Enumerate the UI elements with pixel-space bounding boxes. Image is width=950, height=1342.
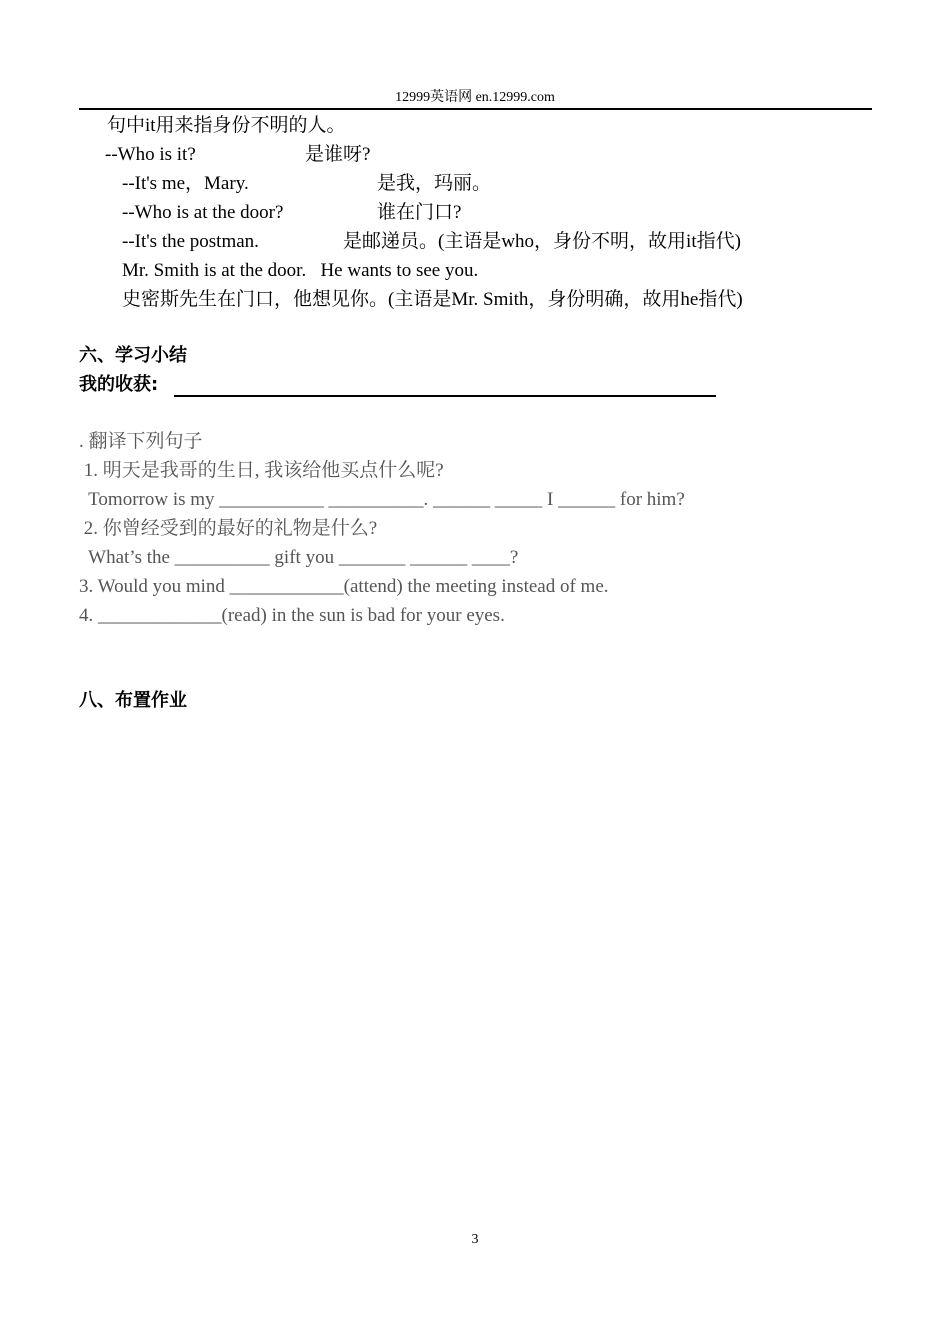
header-divider	[79, 108, 872, 110]
example-answer-2-translation: 是邮递员。(主语是who，身份不明，故用it指代)	[343, 231, 741, 252]
exercise-item-4: 4. _____________(read) in the sun is bad for your eyes.	[79, 605, 505, 626]
exercise-item-1-chinese: 1. 明天是我哥的生日, 我该给他买点什么呢?	[79, 460, 444, 481]
example-question-2: --Who is at the door?	[122, 202, 284, 223]
header-site-text: 12999英语网 en.12999.com	[395, 90, 555, 105]
exercise-item-2-english: What’s the __________ gift you _______ ______ ____?	[79, 547, 519, 568]
example-sentence-3-translation: 史密斯先生在门口，他想见你。(主语是Mr. Smith，身份明确，故用he指代)	[122, 289, 743, 310]
example-question-1-translation: 是谁呀?	[305, 144, 371, 165]
gain-answer-line	[174, 395, 716, 397]
example-question-1: --Who is it?	[105, 144, 196, 165]
example-answer-1: --It's me，Mary.	[122, 173, 249, 194]
example-intro: 句中it用来指身份不明的人。	[107, 115, 346, 136]
exercise-item-3: 3. Would you mind ____________(attend) the meeting instead of me.	[79, 576, 609, 597]
example-question-2-translation: 谁在门口?	[377, 202, 462, 223]
summary-heading: 六、学习小结	[79, 345, 187, 366]
page-number: 3	[471, 1232, 479, 1247]
exercise-item-2-chinese: 2. 你曾经受到的最好的礼物是什么?	[79, 518, 378, 539]
example-sentence-3: Mr. Smith is at the door. He wants to see you.	[122, 260, 479, 281]
exercise-item-1-english: Tomorrow is my ___________ __________. ______ _____ I ______ for him?	[79, 489, 685, 510]
example-answer-2: --It's the postman.	[122, 231, 259, 252]
gain-label: 我的收获:	[79, 374, 159, 395]
homework-heading: 八、布置作业	[79, 690, 187, 711]
exercise-title: . 翻译下列句子	[79, 431, 203, 452]
example-answer-1-translation: 是我，玛丽。	[377, 173, 492, 194]
